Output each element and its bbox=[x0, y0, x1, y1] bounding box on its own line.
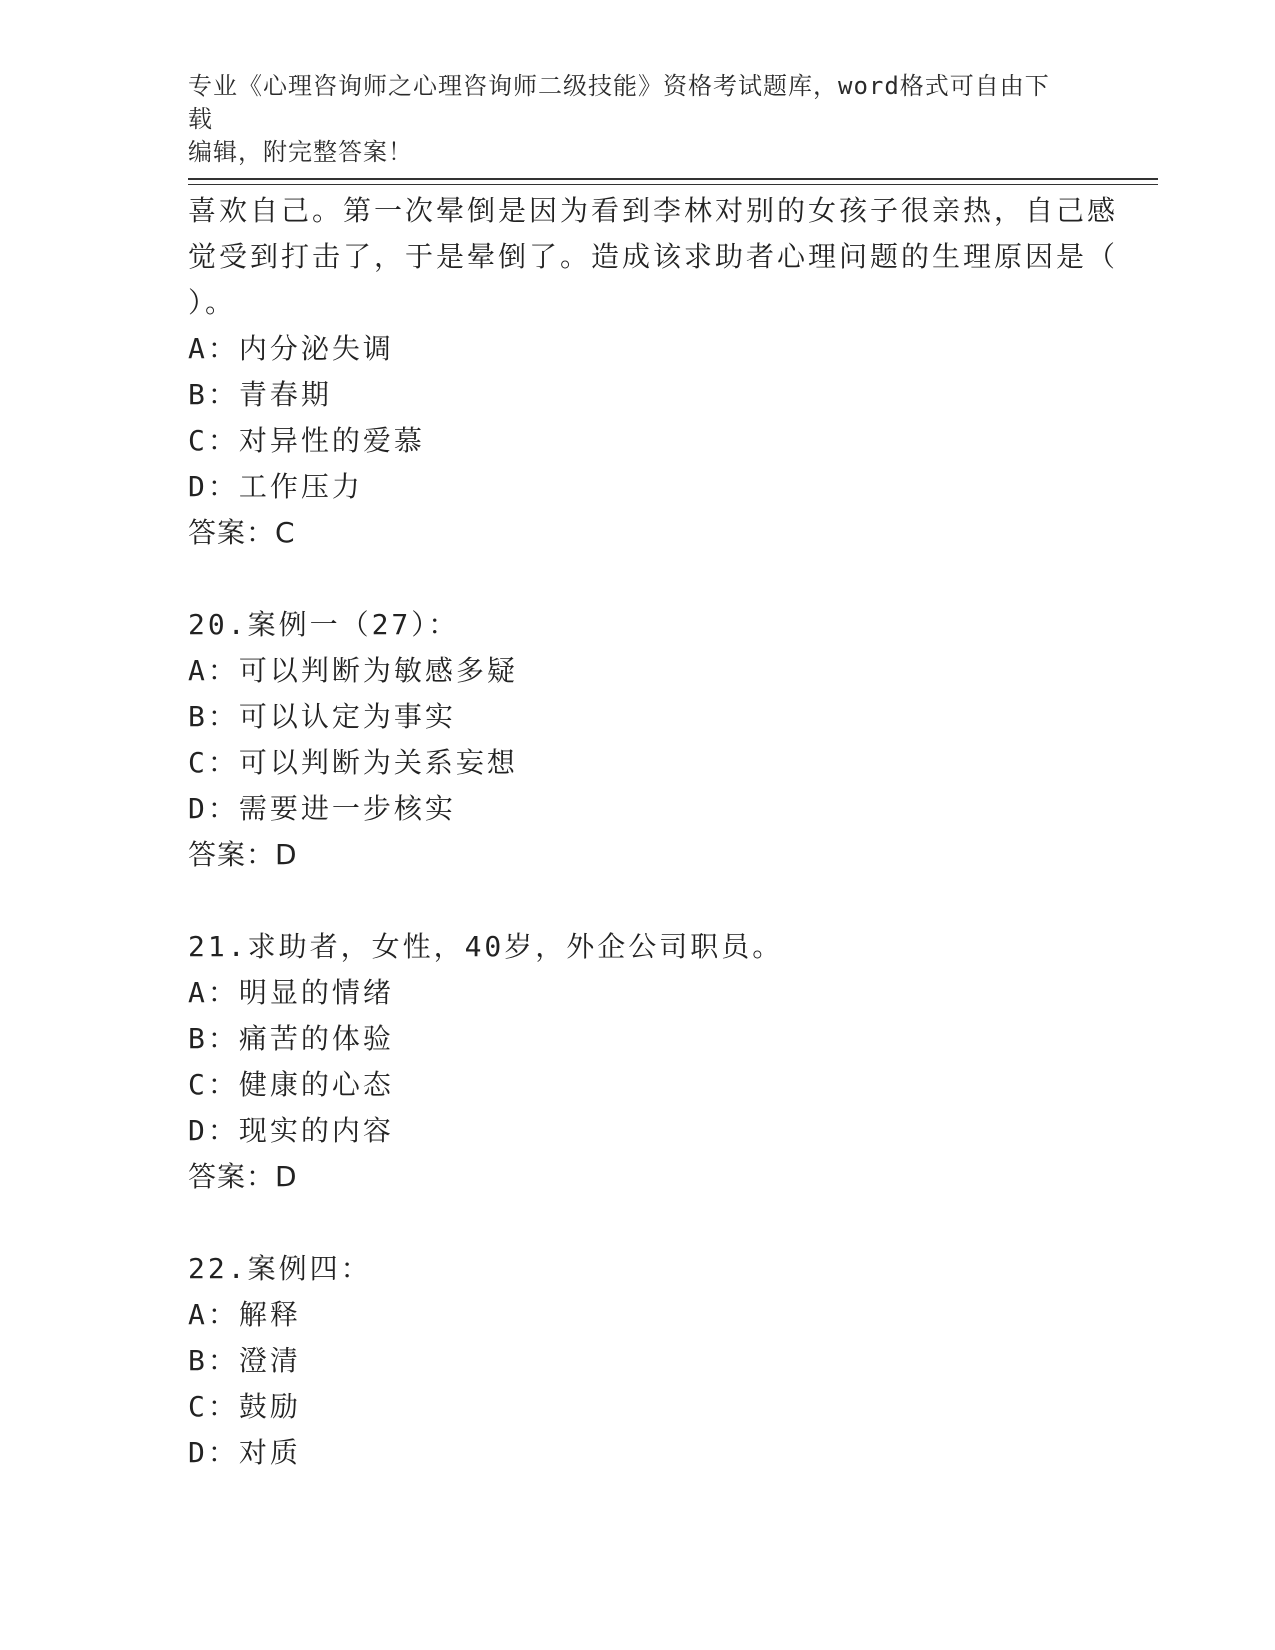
option-a: A：解释 bbox=[188, 1298, 301, 1331]
question-stem: 21.求助者，女性，40岁，外企公司职员。 bbox=[188, 930, 784, 963]
question-stem: 20.案例一（27）： bbox=[188, 608, 460, 641]
option-c: C：对异性的爱慕 bbox=[188, 424, 425, 457]
option-a: A：明显的情绪 bbox=[188, 976, 394, 1009]
question-stem-line: ）。 bbox=[188, 286, 237, 319]
option-b: B：青春期 bbox=[188, 378, 332, 411]
option-d: D：工作压力 bbox=[188, 470, 363, 503]
option-c: C：鼓励 bbox=[188, 1390, 301, 1423]
option-b: B：可以认定为事实 bbox=[188, 700, 456, 733]
option-d: D：现实的内容 bbox=[188, 1114, 394, 1147]
question-21 bbox=[188, 924, 1068, 1200]
option-b: B：痛苦的体验 bbox=[188, 1022, 394, 1055]
header-line-2: 编辑，附完整答案！ bbox=[188, 138, 413, 166]
question-22 bbox=[188, 1246, 1068, 1476]
option-a: A：内分泌失调 bbox=[188, 332, 394, 365]
question-stem: 22.案例四： bbox=[188, 1252, 372, 1285]
option-a: A：可以判断为敏感多疑 bbox=[188, 654, 518, 687]
option-c: C：可以判断为关系妄想 bbox=[188, 746, 518, 779]
option-d: D：需要进一步核实 bbox=[188, 792, 456, 825]
question-stem-line: 喜欢自己。第一次晕倒是因为看到李林对别的女孩子很亲热，自己感 bbox=[188, 194, 1119, 227]
question-stem-line: 觉受到打击了，于是晕倒了。造成该求助者心理问题的生理原因是（ bbox=[188, 240, 1119, 273]
answer-line: 答案：C bbox=[188, 516, 296, 549]
document-header bbox=[188, 70, 1068, 169]
carryover-question bbox=[188, 188, 1119, 556]
answer-line: 答案：D bbox=[188, 1160, 298, 1193]
question-20 bbox=[188, 602, 1068, 878]
header-line-1: 专业《心理咨询师之心理咨询师二级技能》资格考试题库，word格式可自由下载 bbox=[188, 72, 1050, 133]
option-d: D：对质 bbox=[188, 1436, 301, 1469]
answer-line: 答案：D bbox=[188, 838, 298, 871]
document-body bbox=[188, 188, 1119, 1476]
option-c: C：健康的心态 bbox=[188, 1068, 394, 1101]
header-divider-thin bbox=[188, 184, 1158, 185]
option-b: B：澄清 bbox=[188, 1344, 301, 1377]
header-divider-thick bbox=[188, 178, 1158, 180]
